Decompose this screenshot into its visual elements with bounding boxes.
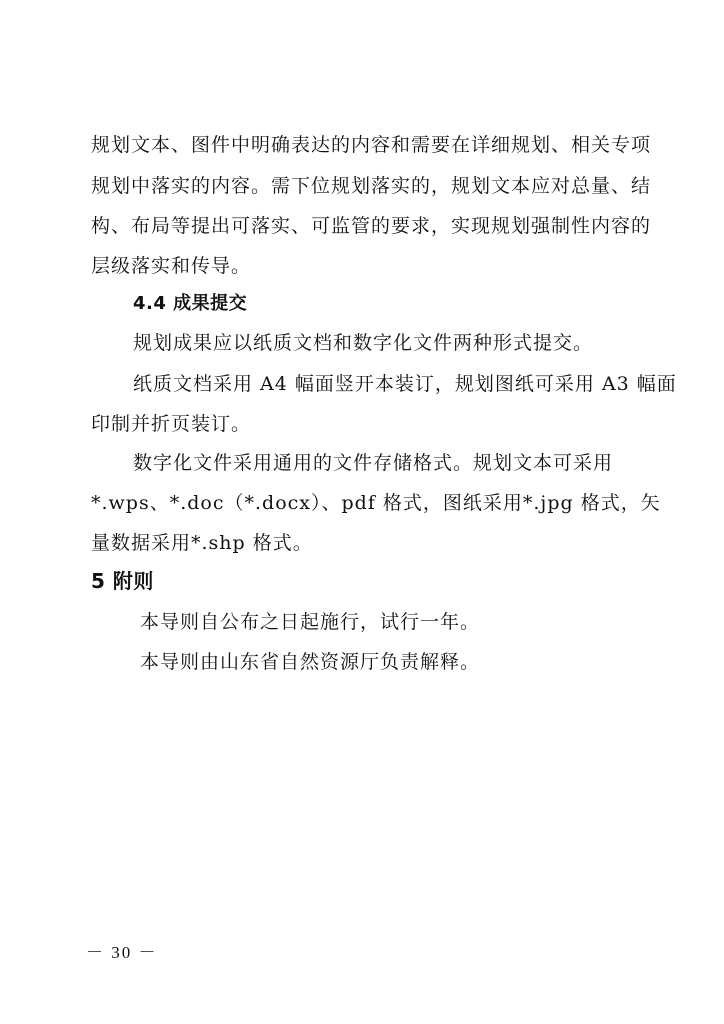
paragraph-line: 规划文本、图件中明确表达的内容和需要在详细规划、相关专项 xyxy=(91,134,652,156)
paragraph-line: 纸质文档采用 A4 幅面竖开本装订，规划图纸可采用 A3 幅面 xyxy=(133,373,677,395)
paragraph-line: 规划中落实的内容。需下位规划落实的，规划文本应对总量、结 xyxy=(91,175,652,197)
paragraph-line: 层级落实和传导。 xyxy=(91,255,252,277)
paragraph-line: 规划成果应以纸质文档和数字化文件两种形式提交。 xyxy=(133,332,594,354)
paragraph-line: 数字化文件采用通用的文件存储格式。规划文本可采用 xyxy=(133,452,614,474)
section-heading-4-4: 4.4 成果提交 xyxy=(133,293,248,314)
paragraph-line: 量数据采用*.shp 格式。 xyxy=(91,532,313,554)
page-number: － 30 － xyxy=(86,943,158,962)
paragraph-line: 本导则由山东省自然资源厅负责解释。 xyxy=(140,651,481,673)
paragraph-line: 本导则自公布之日起施行，试行一年。 xyxy=(140,611,481,633)
paragraph-line: *.wps、*.doc（*.docx）、pdf 格式，图纸采用*.jpg 格式，矢 xyxy=(91,492,661,514)
paragraph-line: 构、布局等提出可落实、可监管的要求，实现规划强制性内容的 xyxy=(91,215,652,237)
paragraph-line: 印制并折页装订。 xyxy=(91,413,252,435)
section-heading-5: 5 附则 xyxy=(91,569,154,593)
